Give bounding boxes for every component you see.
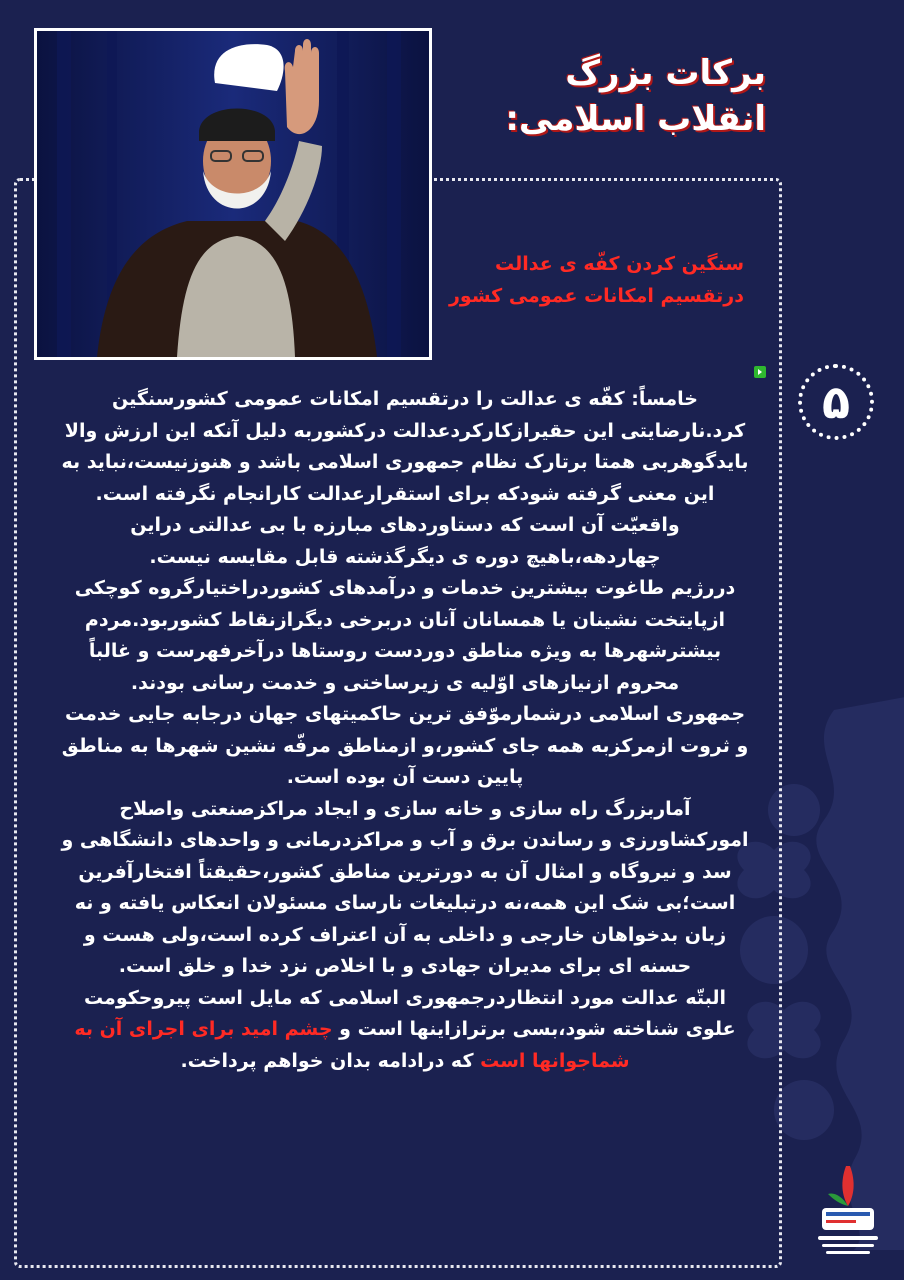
title-line-2: انقلاب اسلامی: bbox=[505, 99, 766, 139]
body-text bbox=[60, 384, 750, 1077]
subtitle-line-2: درتقسیم امکانات عمومی کشور bbox=[448, 285, 744, 307]
paragraph-5: آماربزرگ راه سازی و خانه سازی و ایجاد مراکزصنعتی واصلاح امورکشاورزی و رساندن برق و آب و مراکزدرمانی و واحدهای دانشگاهی و سد و نیروگاه و امثال آن به دورترین مناطق کشور،حقیقتاً افتخارآفرین است؛بی شک این همه،نه درتبلیغات نارسای مسئولان انعکاس یافته و نه زبان بدخواهان خارجی و داخلی به آن اعتراف کرده است،ولی هست و حسنه ای برای مدیران جهادی و با اخلاص نزد خدا و خلق است. bbox=[61, 797, 749, 977]
paragraph-2: واقعیّت آن است که دستاوردهای مبارزه با بی عدالتی دراین چهاردهه،باهیچ دوره ی دیگرگذشته قابل مقایسه نیست. bbox=[130, 514, 680, 568]
paragraph-6-start: البتّه عدالت مورد انتظاردرجمهوری اسلامی که مایل است پیروحکومت علوی شناخته شود،بسی برترازاینها است و bbox=[83, 986, 736, 1040]
paragraph-1: خامساً: کفّه ی عدالت را درتقسیم امکانات عمومی کشورسنگین کرد.نارضایتی این حقیرازکارکردعدالت درکشوربه دلیل آنکه این ارزش والا بایدگوهربی همتا برتارک نظام جمهوری اسلامی باشد و هنوزنیست،نباید به این معنی گرفته شودکه برای استقرارعدالت کارانجام نگرفته است. bbox=[61, 388, 749, 505]
section-number-badge bbox=[798, 364, 874, 440]
section-subtitle bbox=[424, 248, 744, 312]
paragraph-4: جمهوری اسلامی درشمارموّفق ترین حاکمیتهای جهان درجابه جایی خدمت و ثروت ازمرکزبه همه جای کشور،و ازمناطق مرفّه نشین شهرها به مناطق پایین دست آن بوده است. bbox=[61, 703, 749, 788]
paragraph-6-highlight: چشم امید برای اجرای آن به شماجوانها است bbox=[74, 1018, 630, 1072]
portrait-illustration bbox=[37, 31, 429, 357]
bullet-marker-icon bbox=[754, 366, 766, 378]
paragraph-6 bbox=[60, 983, 750, 1078]
section-number: ۵ bbox=[821, 375, 851, 429]
paragraph-3: دررژیم طاغوت بیشترین خدمات و درآمدهای کشوردراختیارگروه کوچکی ازپایتخت نشینان یا همسانان آنان دربرخی دیگرازنقاط کشوربود.مردم بیشترشهرها به ویژه مناطق دوردست روستاها درآخرفهرست و غالباً محروم ازنیازهای اوّلیه ی زیرساختی و خدمت رسانی بودند. bbox=[74, 577, 736, 694]
revolution-40-logo bbox=[812, 1162, 884, 1262]
title-line-1: برکات بزرگ bbox=[565, 53, 766, 93]
paragraph-6-end: که درادامه بدان خواهم پرداخت. bbox=[180, 1049, 481, 1072]
page-title bbox=[446, 50, 766, 142]
subtitle-line-1: سنگین کردن کفّه ی عدالت bbox=[494, 253, 744, 275]
portrait-photo bbox=[34, 28, 432, 360]
